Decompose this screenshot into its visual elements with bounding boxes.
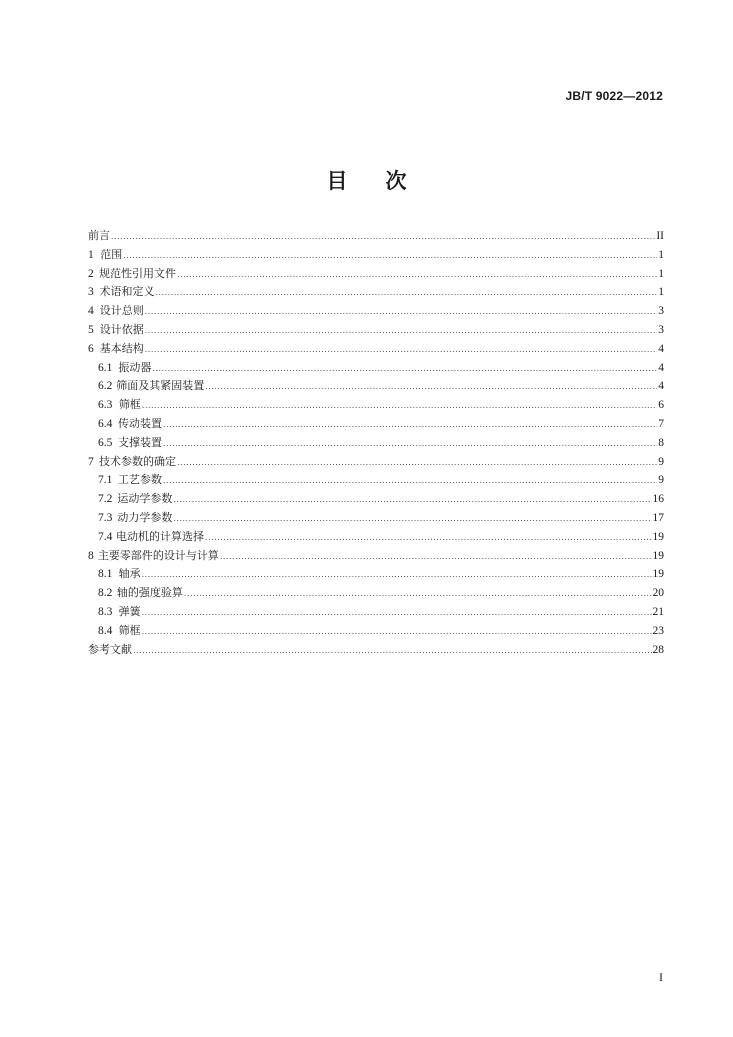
toc-dot-leader (220, 548, 652, 567)
toc-entry-number: 5 (88, 323, 94, 336)
toc-entry[interactable] (88, 340, 664, 359)
toc-entry-label: 弹簧 (118, 604, 141, 618)
toc-entry-label: 术语和定义 (99, 285, 155, 299)
toc-entry-page: 23 (652, 624, 664, 637)
toc-entry-number: 6.1 (98, 361, 113, 374)
standard-code: JB/T 9022—2012 (565, 89, 663, 103)
toc-entry-label: 设计依据 (99, 322, 144, 336)
toc-entry-label: 主要零部件的设计与计算 (97, 548, 219, 562)
toc-dot-leader (145, 322, 657, 341)
toc-entry-label: 传动装置 (117, 416, 162, 430)
toc-entry[interactable] (88, 641, 664, 660)
toc-entry-page: 4 (658, 361, 664, 374)
toc-dot-leader (133, 642, 652, 661)
toc-entry-page: 9 (658, 455, 664, 468)
toc-dot-leader (173, 510, 651, 529)
toc-entry-number: 6.5 (98, 436, 113, 449)
toc-entry-page: 7 (658, 417, 664, 430)
toc-entry-number: 1 (88, 248, 94, 261)
toc-entry[interactable] (88, 528, 664, 547)
toc-entry-number: 6.4 (98, 417, 113, 430)
toc-entry-label: 基本结构 (99, 341, 144, 355)
toc-entry[interactable] (88, 434, 664, 453)
toc-entry-number: 8.1 (98, 568, 113, 581)
toc-entry-label: 轴的强度验算 (116, 586, 183, 600)
toc-entry-page: 1 (658, 267, 664, 280)
toc-entry[interactable] (88, 547, 664, 566)
toc-entry-label: 振动器 (118, 360, 152, 374)
toc-dot-leader (142, 566, 652, 585)
table-of-contents (88, 227, 664, 659)
toc-entry-label: 筛框 (118, 398, 141, 412)
toc-entry-page: 9 (658, 474, 664, 487)
toc-entry-page: 21 (652, 605, 664, 618)
toc-dot-leader (205, 378, 657, 397)
toc-dot-leader (142, 623, 652, 642)
toc-entry-page: 19 (652, 530, 664, 543)
toc-entry-page: II (656, 230, 664, 242)
toc-entry-number: 6.2 (98, 380, 113, 393)
toc-dot-leader (163, 435, 657, 454)
toc-entry-page: 19 (652, 549, 664, 562)
toc-entry-page: 3 (658, 305, 664, 318)
toc-entry-label: 运动学参数 (117, 492, 173, 506)
toc-entry-page: 1 (658, 248, 664, 261)
toc-dot-leader (177, 266, 657, 285)
toc-entry-label: 规范性引用文件 (98, 266, 176, 280)
toc-dot-leader (123, 247, 657, 266)
toc-entry-number: 2 (88, 267, 94, 280)
toc-entry-number: 3 (88, 286, 94, 299)
title-char-1: 目 (326, 169, 348, 193)
toc-entry[interactable] (88, 227, 664, 246)
toc-dot-leader (155, 284, 657, 303)
toc-entry[interactable] (88, 565, 664, 584)
toc-entry-label: 范围 (100, 247, 123, 261)
toc-entry-page: 6 (658, 399, 664, 412)
toc-entry-page: 28 (652, 643, 664, 656)
toc-dot-leader (152, 360, 657, 379)
title-char-2: 次 (385, 169, 407, 193)
toc-dot-leader (177, 454, 657, 473)
footer-page-number: I (659, 970, 663, 984)
toc-entry-page: 20 (652, 587, 664, 600)
toc-entry[interactable] (88, 584, 664, 603)
toc-entry-page: 16 (652, 493, 664, 506)
toc-entry-label: 技术参数的确定 (98, 454, 176, 468)
toc-entry[interactable] (88, 622, 664, 641)
toc-entry-number: 7 (88, 455, 94, 468)
toc-dot-leader (163, 416, 657, 435)
toc-entry[interactable] (88, 321, 664, 340)
toc-entry-number: 8.4 (98, 624, 113, 637)
toc-dot-leader (145, 303, 657, 322)
toc-dot-leader (142, 604, 652, 623)
toc-entry[interactable] (88, 283, 664, 302)
toc-entry-page: 3 (658, 323, 664, 336)
toc-entry-number: 8 (88, 549, 94, 562)
toc-entry[interactable] (88, 471, 664, 490)
toc-entry-number: 7.2 (98, 493, 113, 506)
toc-entry[interactable] (88, 415, 664, 434)
toc-dot-leader (142, 397, 657, 416)
toc-entry[interactable] (88, 377, 664, 396)
toc-entry-number: 7.1 (98, 474, 113, 487)
toc-entry-label: 支撑装置 (117, 435, 162, 449)
toc-entry-page: 8 (658, 436, 664, 449)
toc-entry-page: 4 (658, 380, 664, 393)
toc-entry-number: 7.4 (98, 530, 113, 543)
toc-entry[interactable] (88, 490, 664, 509)
toc-entry-label: 筛框 (118, 623, 141, 637)
page-title (0, 165, 733, 195)
toc-dot-leader (163, 472, 657, 491)
toc-entry[interactable] (88, 265, 664, 284)
toc-entry-page: 19 (652, 568, 664, 581)
toc-entry-label: 工艺参数 (117, 473, 162, 487)
toc-entry[interactable] (88, 246, 664, 265)
toc-entry[interactable] (88, 453, 664, 472)
toc-dot-leader (173, 491, 651, 510)
toc-entry-number: 8.2 (98, 587, 113, 600)
toc-entry-label: 设计总则 (99, 304, 144, 318)
toc-dot-leader (184, 585, 652, 604)
toc-entry-label: 前言 (88, 229, 110, 242)
toc-entry-page: 17 (652, 511, 664, 524)
toc-dot-leader (111, 228, 655, 247)
toc-entry[interactable] (88, 359, 664, 378)
toc-entry-label: 参考文献 (88, 642, 132, 656)
toc-entry[interactable] (88, 396, 664, 415)
toc-entry-number: 7.3 (98, 511, 113, 524)
toc-entry-page: 4 (658, 342, 664, 355)
toc-entry-number: 6.3 (98, 399, 113, 412)
toc-entry[interactable] (88, 603, 664, 622)
toc-entry[interactable] (88, 509, 664, 528)
toc-entry[interactable] (88, 302, 664, 321)
toc-entry-label: 电动机的计算选择 (116, 529, 205, 543)
toc-entry-number: 6 (88, 342, 94, 355)
toc-dot-leader (205, 529, 651, 548)
toc-entry-label: 轴承 (118, 567, 141, 581)
toc-entry-number: 4 (88, 305, 94, 318)
toc-entry-label: 动力学参数 (117, 510, 173, 524)
toc-entry-label: 筛面及其紧固装置 (116, 379, 205, 393)
toc-entry-page: 1 (658, 286, 664, 299)
toc-dot-leader (145, 341, 657, 360)
toc-entry-number: 8.3 (98, 605, 113, 618)
